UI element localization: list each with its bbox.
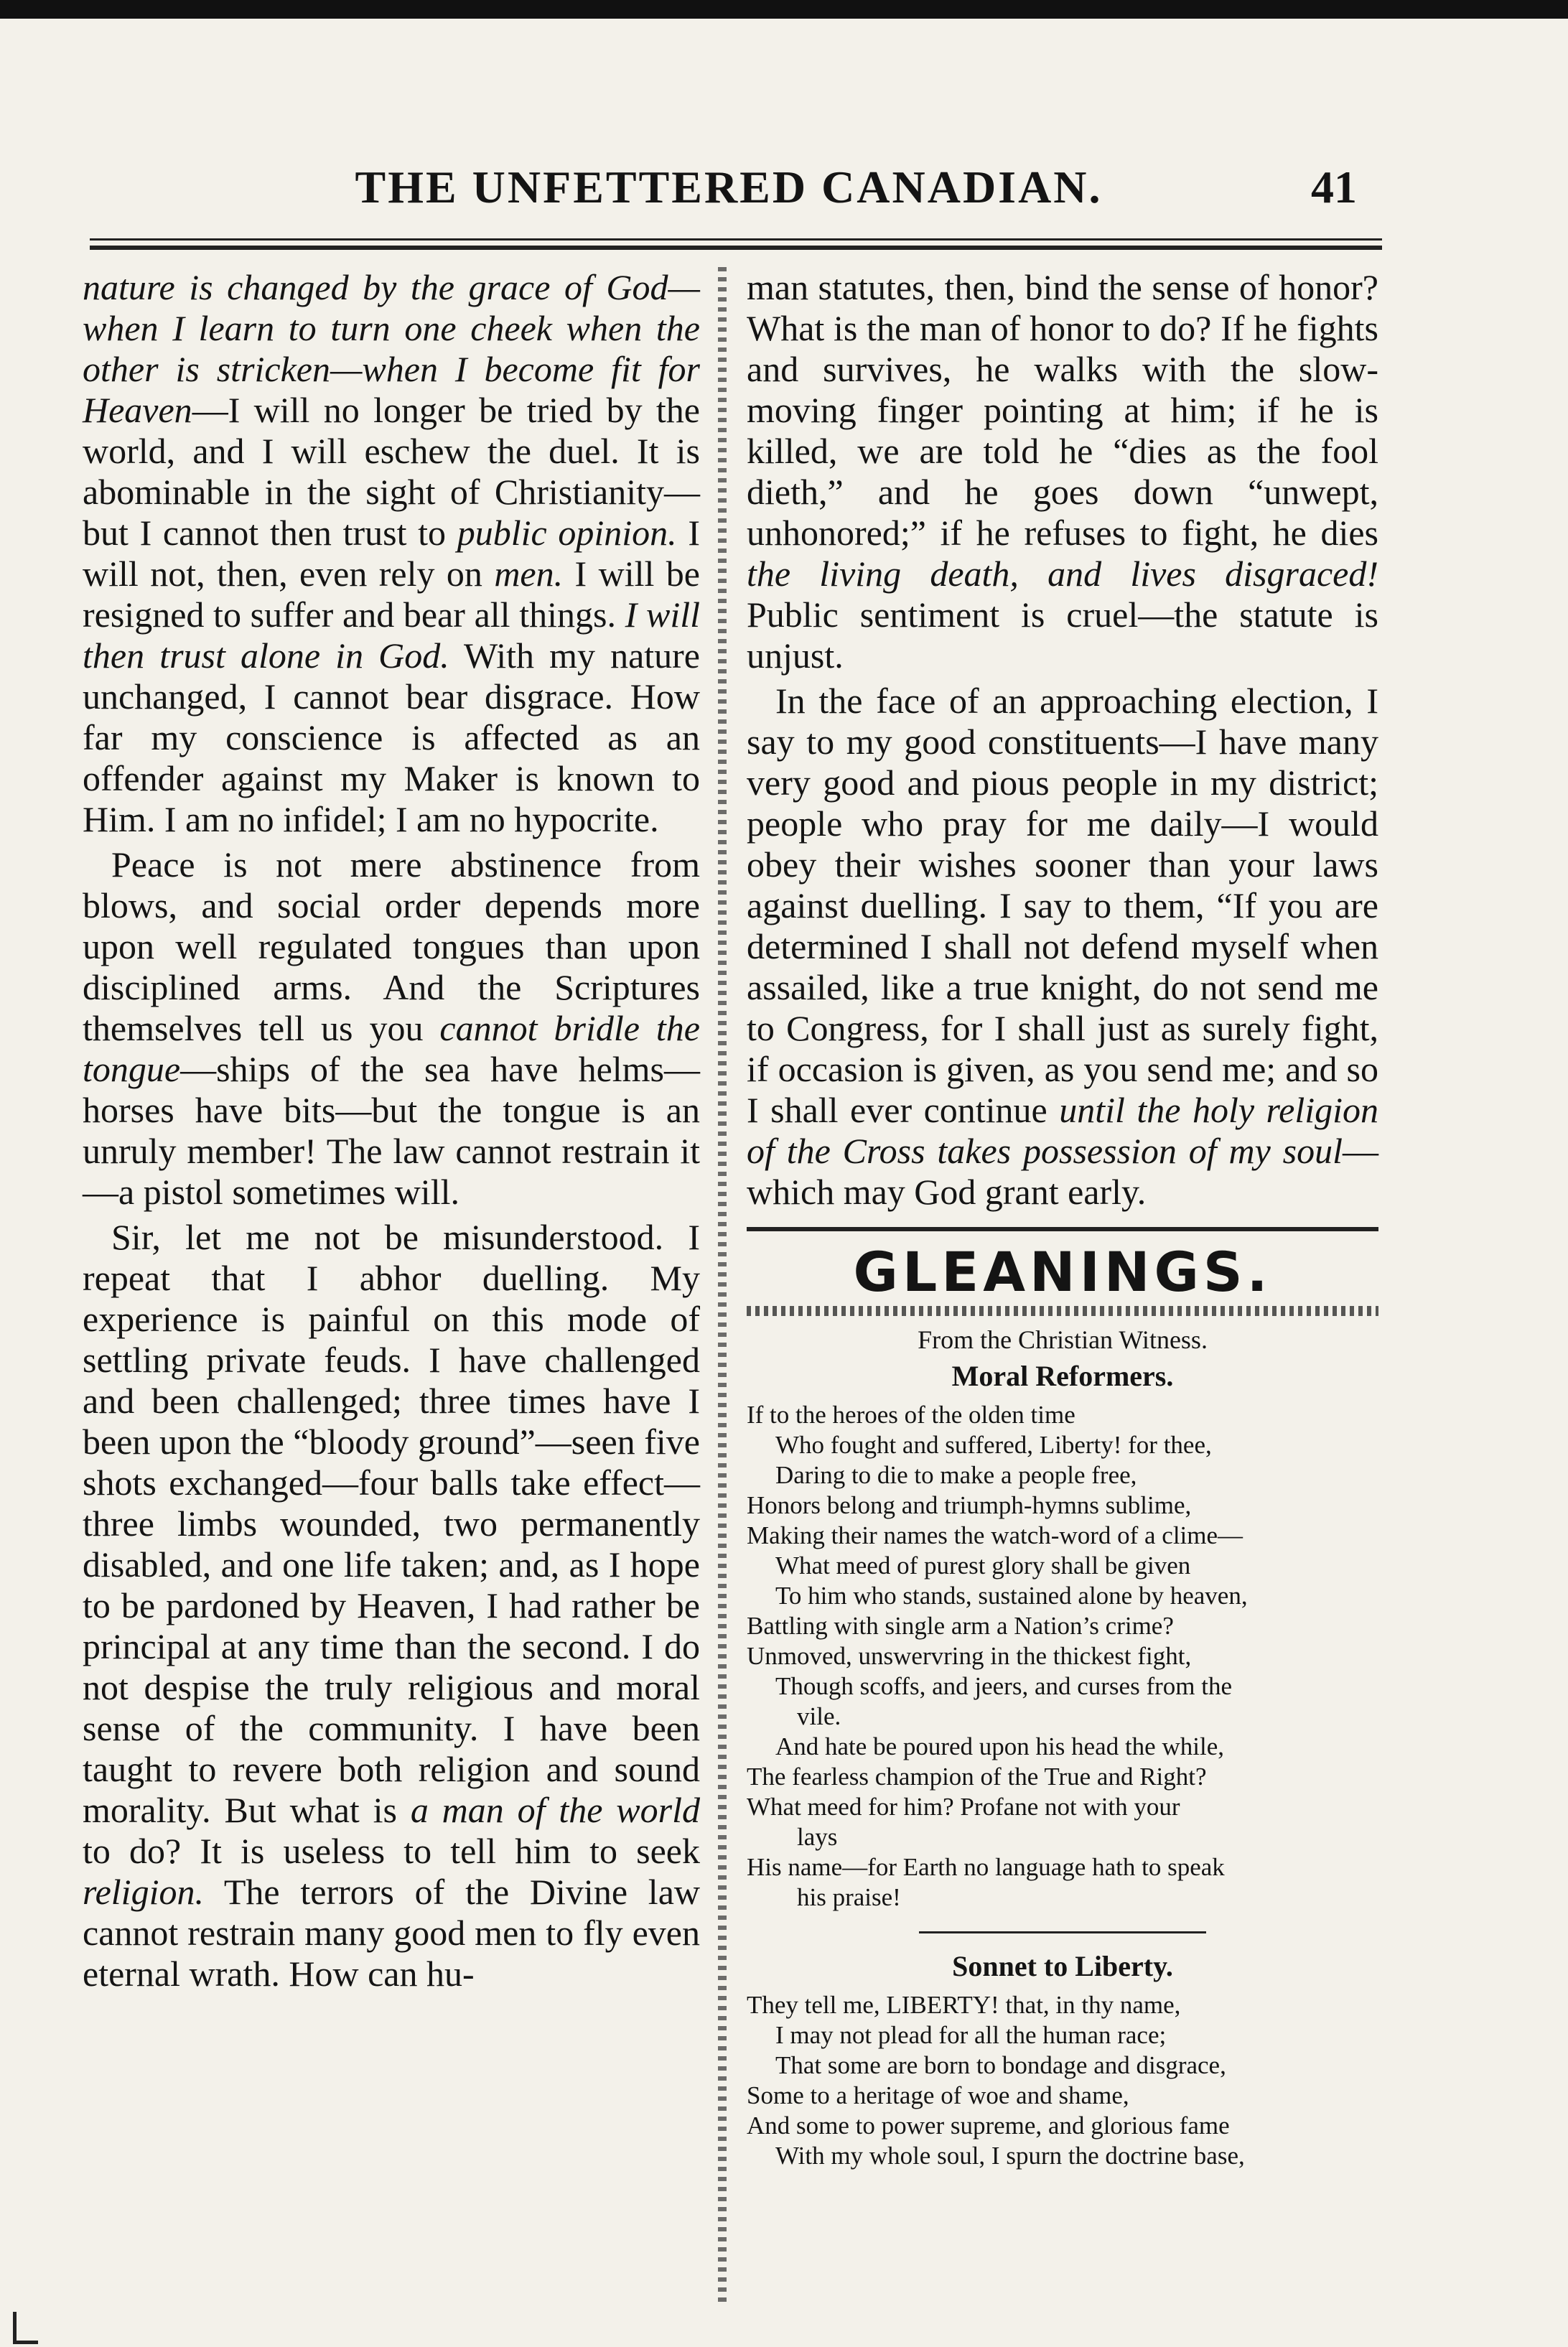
- text-run: —I will no longer be tried by the world, and I will eschew the duel. It is abominable in the sight of Christianity—but I cannot then trust to: [83, 390, 700, 553]
- poem-line: Daring to die to make a people free,: [775, 1461, 1137, 1489]
- running-title: THE UNFETTERED CANADIAN.: [355, 162, 1103, 213]
- text-run: With my nature unchanged, I cannot bear disgrace. How far my conscience is affected as an offender against my Maker is known to Him. I am no infidel; I am no hypocrite.: [83, 635, 701, 839]
- text-run: to do? It is useless to tell him to seek: [83, 1831, 700, 1871]
- poem-divider: [919, 1931, 1206, 1933]
- italic-text: cannot bridle the tongue: [83, 1008, 700, 1089]
- text-run: I will be resigned to suffer and bear all things.: [83, 554, 700, 635]
- poem: [747, 1400, 1378, 1913]
- poem-line: The fearless champion of the True and Right?: [747, 1763, 1207, 1791]
- poem-line: And some to power supreme, and glorious fame: [747, 2112, 1230, 2140]
- poem-line: lays: [797, 1823, 838, 1851]
- poem-line: Though scoffs, and jeers, and curses from the: [775, 1672, 1232, 1700]
- paragraph: [83, 267, 700, 840]
- poem-title: Moral Reformers.: [951, 1360, 1174, 1392]
- poem-line: What meed for him? Profane not with your: [747, 1793, 1180, 1821]
- poem-line: his praise!: [797, 1883, 901, 1911]
- text-run: man statutes, then, bind the sense of honor? What is the man of honor to do? If he fights and survives, he walks with the slow-moving finger pointing at him; if he is killed, we are told he “dies as the fool dieth,” and he goes down “unwept, unhonored;” if he refuses to fight, he dies: [747, 267, 1378, 553]
- top-border: [0, 0, 1568, 19]
- poem-line: Honors belong and triumph-hymns sublime,: [747, 1491, 1192, 1519]
- poem-line: Who fought and suffered, Liberty! for thee,: [775, 1431, 1212, 1459]
- left-column: [83, 267, 700, 1999]
- poem-line: I may not plead for all the human race;: [775, 2021, 1167, 2049]
- text-run: —ships of the sea have helms—horses have bits—but the tongue is an unruly member! The law cannot restrain it—a pistol sometimes will.: [83, 1049, 700, 1212]
- italic-text: nature is changed by the grace of God—when I learn to turn one cheek when the other is stricken—when I become fit for Heaven: [83, 267, 700, 430]
- poem-line: And hate be poured upon his head the while,: [775, 1732, 1224, 1760]
- text-run: Sir, let me not be misunderstood. I repeat that I abhor duelling. My experience is painful on this mode of settling private feuds. I have challenged and been challenged; three times have I been upon the “bloody ground”—seen five shots exchanged—four balls take effect—three limbs wounded, two permanently disabled, and one life taken; and, as I hope to be pardoned by Heaven, I had rather be principal at any time than the second. I do not despise the truly religious and moral sense of the community. I have been taught to revere both religion and sound morality. But what is: [83, 1217, 700, 1830]
- paragraph: [83, 844, 700, 1213]
- poem: [747, 1990, 1378, 2171]
- poem-line: To him who stands, sustained alone by heaven,: [775, 1582, 1248, 1610]
- poem-title: Sonnet to Liberty.: [952, 1950, 1173, 1982]
- text-run: Peace is not mere abstinence from blows, and social order depends more upon well regulated tongues than upon disciplined arms. And the Scriptures themselves tell us you: [83, 844, 700, 1048]
- text-run: Public sentiment is cruel—the statute is unjust.: [747, 594, 1378, 676]
- source-credit: From the Christian Witness.: [918, 1325, 1208, 1354]
- poem-line: If to the heroes of the olden time: [747, 1401, 1075, 1429]
- poem-line: That some are born to bondage and disgrace,: [775, 2051, 1226, 2079]
- text-run: —which may God grant early.: [747, 1131, 1378, 1212]
- italic-text: religion.: [83, 1872, 204, 1912]
- page-header: [86, 157, 1371, 214]
- poem-line: They tell me, LIBERTY! that, in thy name,: [747, 1991, 1181, 2019]
- italic-text: until the holy religion of the Cross takes possession of my soul: [747, 1090, 1378, 1171]
- text-run: I will not, then, even rely on: [83, 513, 700, 594]
- paragraph: [747, 681, 1378, 1213]
- poem-line: With my whole soul, I spurn the doctrine base,: [775, 2142, 1245, 2170]
- text-run: The terrors of the Divine law cannot restrain many good men to fly even eternal wrath. How can hu-: [83, 1872, 700, 1994]
- poem-line: Making their names the watch-word of a clime—: [747, 1521, 1243, 1549]
- poem-line: vile.: [797, 1702, 841, 1730]
- page-number: 41: [1311, 162, 1357, 213]
- corner-mark: [13, 2312, 38, 2344]
- italic-text: I will then trust alone in God.: [83, 594, 700, 676]
- section-rule: [747, 1227, 1378, 1231]
- poem-line: His name—for Earth no language hath to speak: [747, 1853, 1225, 1881]
- paragraph: [83, 1217, 700, 1994]
- italic-text: men.: [494, 554, 564, 594]
- right-column: [747, 267, 1378, 2171]
- header-rule: [90, 238, 1382, 250]
- wavy-rule: [747, 1306, 1378, 1316]
- section-heading: GLEANINGS.: [853, 1240, 1272, 1304]
- italic-text: the living death, and lives disgraced!: [747, 554, 1378, 594]
- italic-text: public opinion.: [457, 513, 677, 553]
- italic-text: a man of the world: [410, 1790, 700, 1830]
- text-run: In the face of an approaching election, I say to my good constituents—I have many very good and pious people in my district; people who pray for me daily—I would obey their wishes sooner than your laws against duelling. I say to them, “If you are determined I shall not defend myself when assailed, like a true knight, do not send me to Congress, for I shall just as surely fight, if occasion is given, as you send me; and so I shall ever continue: [747, 681, 1378, 1130]
- column-divider: [718, 267, 727, 2306]
- poem-line: Battling with single arm a Nation’s crime?: [747, 1612, 1174, 1640]
- poem-line: Unmoved, unswervring in the thickest fight,: [747, 1642, 1192, 1670]
- paragraph: [747, 267, 1378, 676]
- poem-line: What meed of purest glory shall be given: [775, 1552, 1191, 1580]
- poem-line: Some to a heritage of woe and shame,: [747, 2081, 1129, 2109]
